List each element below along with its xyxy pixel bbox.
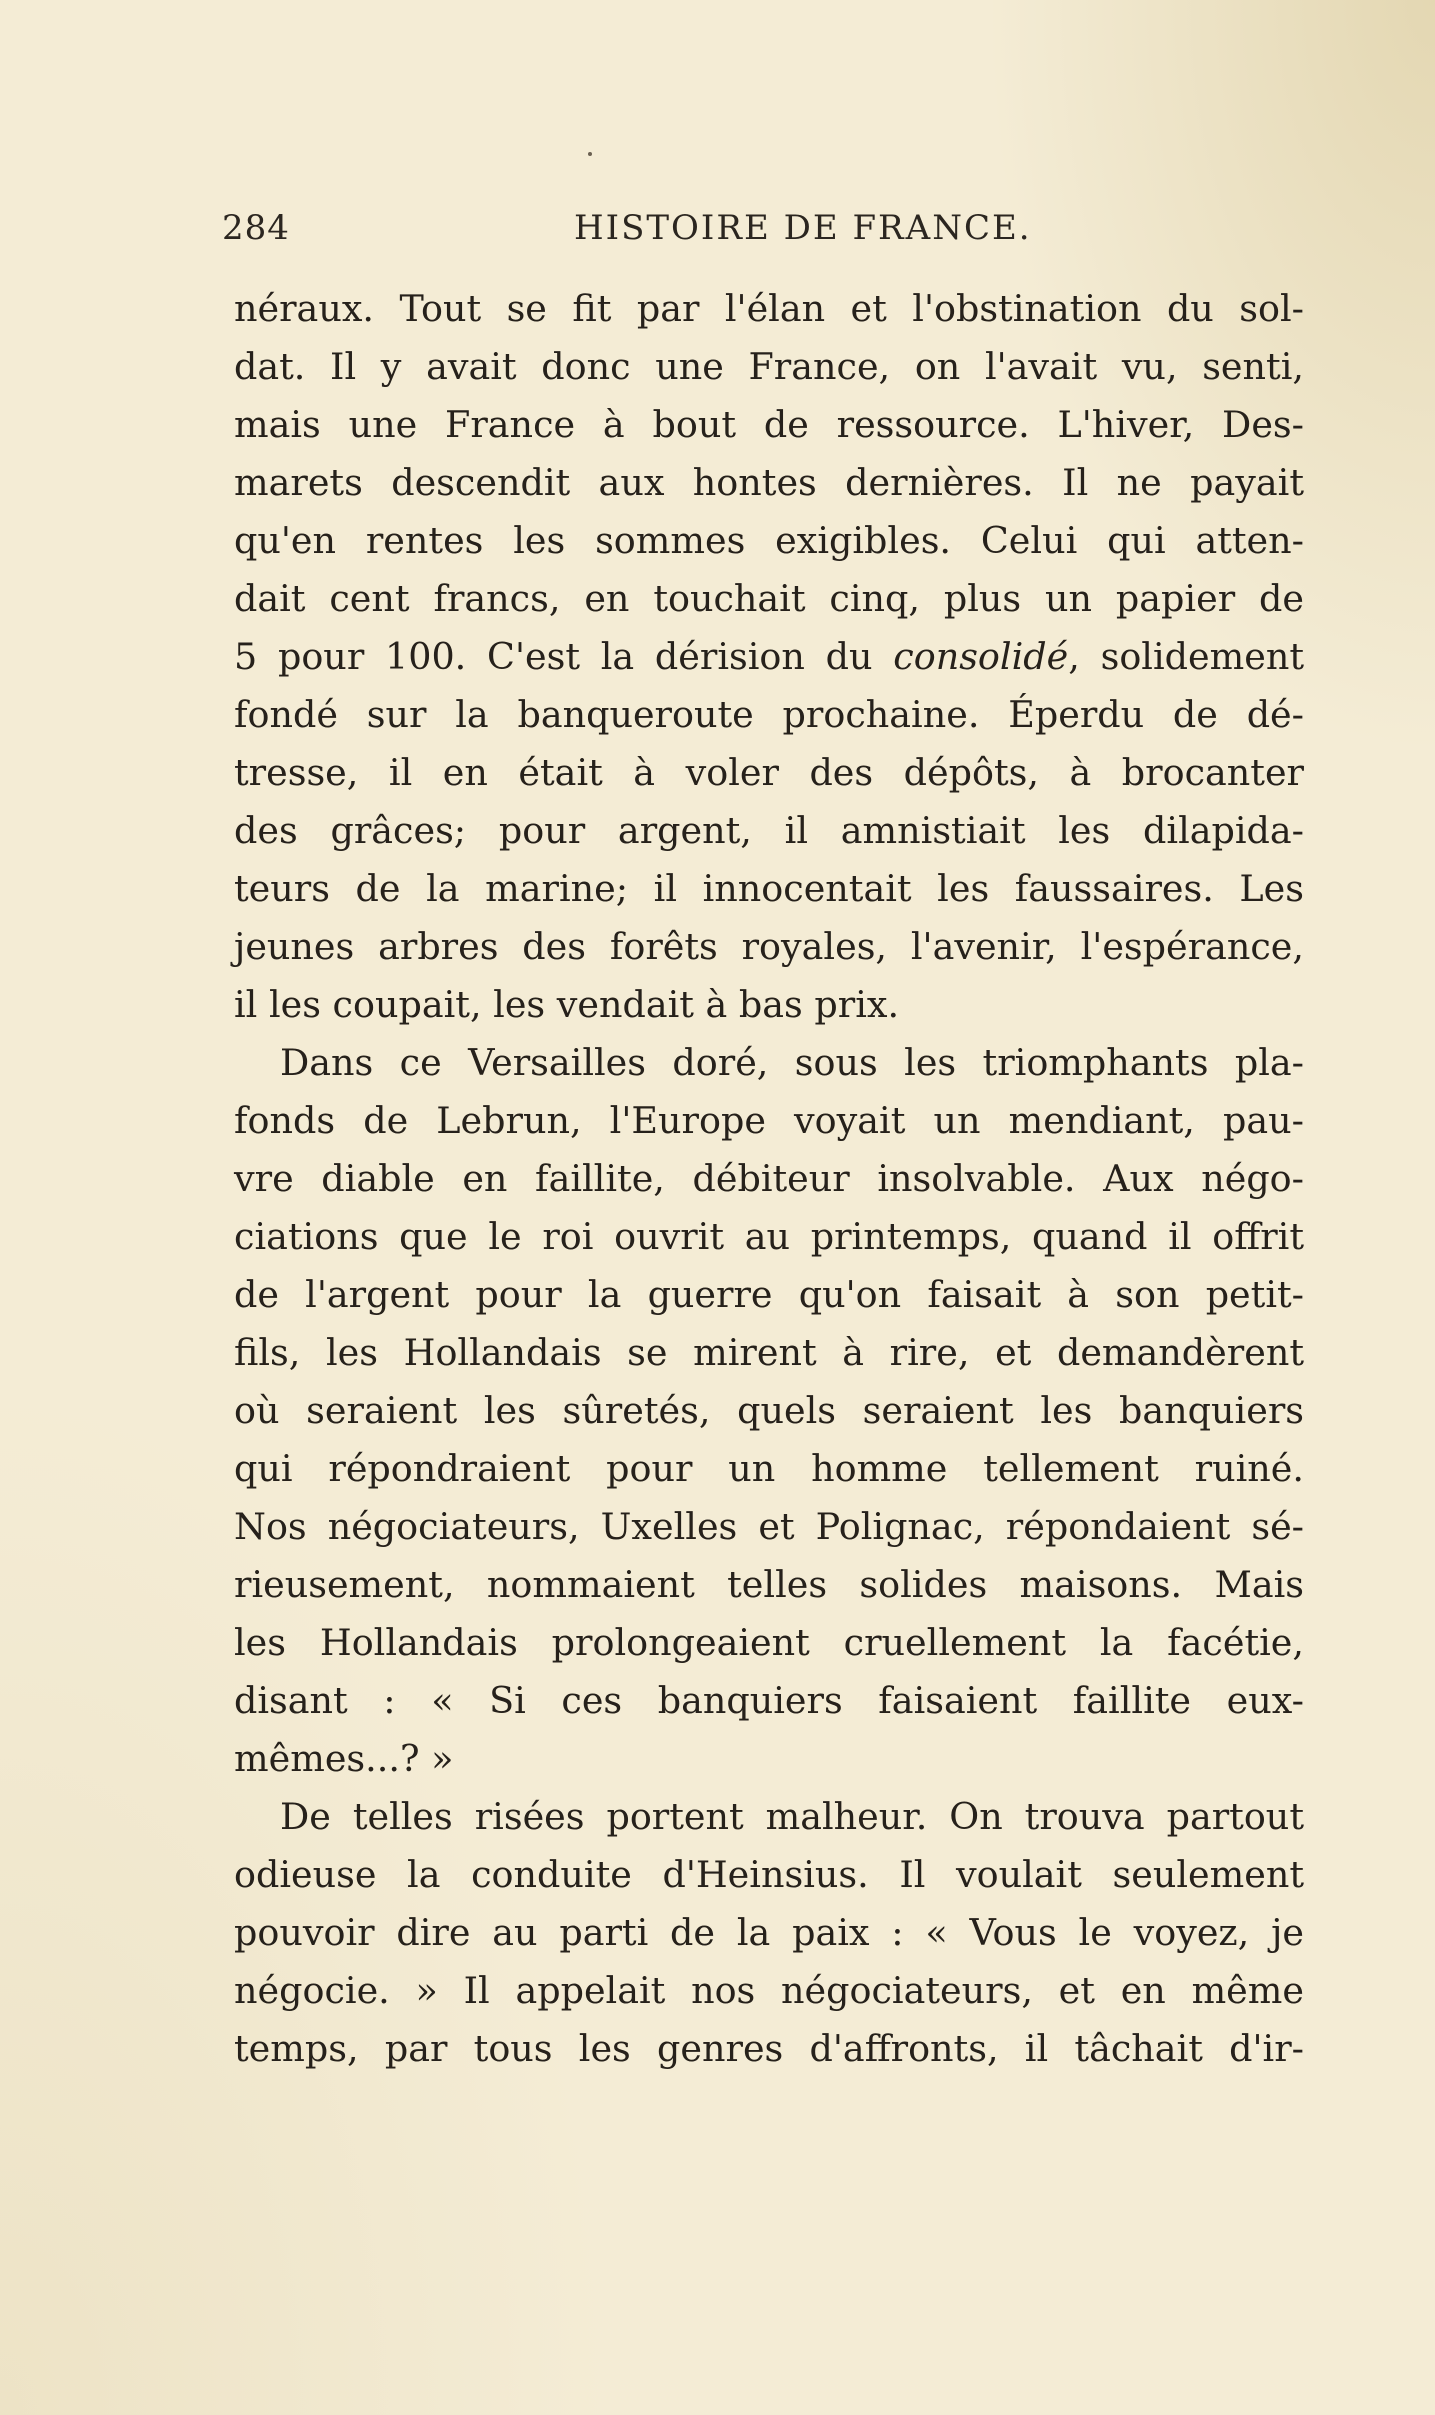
text-line: les Hollandais prolongeaient cruellement la facétie, [234,1621,1304,1664]
text-line: rieusement, nommaient telles solides maisons. Mais [234,1563,1304,1606]
text-line: mais une France à bout de ressource. L'hiver, Des- [234,403,1304,446]
printer-dot [588,152,592,156]
body-text [234,280,1304,2078]
paragraph-end-line: mêmes...? » [234,1737,454,1780]
running-title: HISTOIRE DE FRANCE. [574,208,1032,248]
text-segment: , solidement [1068,635,1304,678]
text-line: qu'en rentes les sommes exigibles. Celui qui atten- [234,519,1304,562]
text-line: pouvoir dire au parti de la paix : « Vous le voyez, je [234,1911,1304,1954]
text-line: jeunes arbres des forêts royales, l'avenir, l'espérance, [234,925,1304,968]
text-line: fils, les Hollandais se mirent à rire, et demandèrent [234,1331,1304,1374]
text-line: vre diable en faillite, débiteur insolvable. Aux négo- [234,1157,1304,1200]
text-line: où seraient les sûretés, quels seraient les banquiers [234,1389,1304,1432]
text-line: qui répondraient pour un homme tellement ruiné. [234,1447,1304,1490]
text-line: marets descendit aux hontes dernières. Il ne payait [234,461,1304,504]
paragraph-end-line: il les coupait, les vendait à bas prix. [234,983,900,1026]
text-line: néraux. Tout se fit par l'élan et l'obstination du sol- [234,287,1304,330]
text-segment: 5 pour 100. C'est la dérision du [234,635,894,678]
text-line: tresse, il en était à voler des dépôts, à brocanter [234,751,1304,794]
text-line: fondé sur la banqueroute prochaine. Éperdu de dé- [234,693,1304,736]
text-line: de l'argent pour la guerre qu'on faisait à son petit- [234,1273,1304,1316]
text-line: des grâces; pour argent, il amnistiait les dilapida- [234,809,1304,852]
page-number: 284 [222,208,290,248]
text-line: dat. Il y avait donc une France, on l'avait vu, senti, [234,345,1304,388]
text-line: disant : « Si ces banquiers faisaient faillite eux- [234,1679,1304,1722]
text-line [234,628,1304,686]
paragraph-start-line: Dans ce Versailles doré, sous les triomphants pla- [280,1041,1304,1084]
text-line: dait cent francs, en touchait cinq, plus un papier de [234,577,1304,620]
text-line: teurs de la marine; il innocentait les faussaires. Les [234,867,1304,910]
paragraph-start-line: De telles risées portent malheur. On trouva partout [280,1795,1304,1838]
text-line: Nos négociateurs, Uxelles et Polignac, répondaient sé- [234,1505,1304,1548]
text-line: négocie. » Il appelait nos négociateurs, et en même [234,1969,1304,2012]
italic-term: consolidé [893,635,1069,678]
text-line: temps, par tous les genres d'affronts, il tâchait d'ir- [234,2027,1304,2070]
page-header [222,208,1310,252]
text-line: ciations que le roi ouvrit au printemps, quand il offrit [234,1215,1304,1258]
text-line: odieuse la conduite d'Heinsius. Il voulait seulement [234,1853,1304,1896]
text-line: fonds de Lebrun, l'Europe voyait un mendiant, pau- [234,1099,1304,1142]
